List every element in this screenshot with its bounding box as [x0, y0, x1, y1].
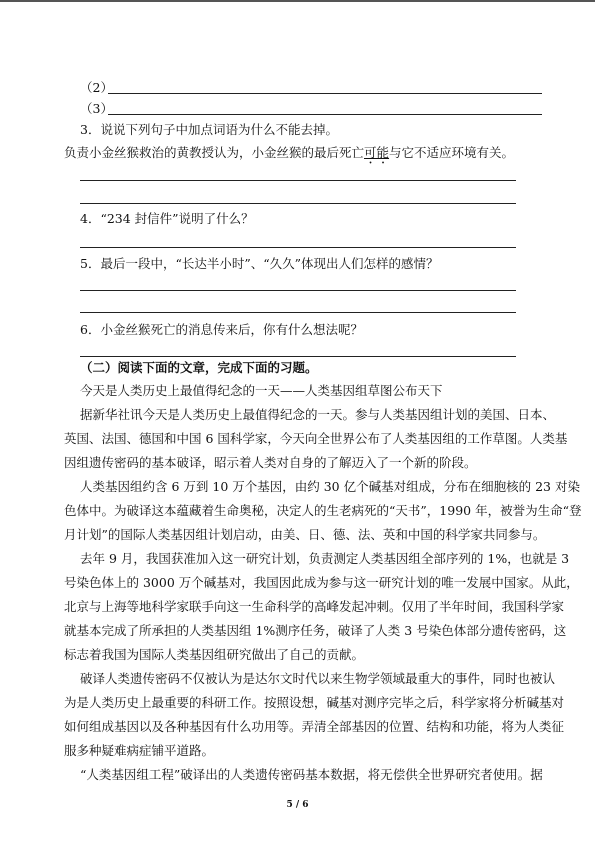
paragraph-line: 月计划”的国际人类基因组计划启动，由美、日、德、法、英和中国的科学家共同参与。 [64, 527, 546, 542]
paragraph-line: 北京与上海等地科学家联手向这一生命科学的高峰发起冲刺。仅用了半年时间，我国科学家 [64, 599, 565, 614]
paragraph-line: 英国、法国、德国和中国 6 国科学家，今天向全世界公布了人类基因组的工作草图。人类基 [64, 431, 568, 446]
answer-line-q4 [80, 247, 516, 248]
q3-dotted-word: 可能 [364, 145, 390, 160]
question-5: 5．最后一段中，“长达半小时”、“久久”体现出人们怎样的感情？ [80, 256, 439, 271]
q3-sentence-after: 与它不适应环境有关。 [389, 145, 515, 160]
answer-line-3 [108, 114, 542, 115]
q3-sentence-before: 负责小金丝猴救治的黄教授认为，小金丝猴的最后死亡 [64, 145, 365, 160]
answer-line-q6 [80, 356, 516, 357]
paragraph-line: 人类基因组约含 6 万到 10 万个基因，由约 30 亿个碱基对组成，分布在细胞核的 23 对染 [80, 479, 580, 494]
paragraph-line: 标志着我国为国际人类基因组研究做出了自己的贡献。 [64, 647, 365, 662]
question-3-sentence [64, 145, 514, 167]
paragraph-line: “人类基因组工程”破译出的人类遗传密码基本数据，将无偿供全世界研究者使用。据 [80, 767, 543, 782]
paragraph-line: 如何组成基因以及各种基因有什么功用等。弄清全部基因的位置、结构和功能，将为人类征 [64, 719, 565, 734]
paragraph-line: 就基本完成了所承担的人类基因组 1%测序任务，破译了人类 3 号染色体部分遗传密码，这 [64, 623, 567, 638]
question-6: 6．小金丝猴死亡的消息传来后，你有什么想法呢？ [80, 322, 363, 337]
paragraph-line: 据新华社讯今天是人类历史上最值得纪念的一天。参与人类基因组计划的美国、日本、 [80, 407, 556, 422]
answer-label-2: （2） [80, 80, 113, 95]
paragraph-line: 因组遗传密码的基本破译，昭示着人类对自身的了解迈入了一个新的阶段。 [64, 455, 477, 470]
section-heading: （二）阅读下面的文章，完成下面的习题。 [80, 360, 318, 375]
paragraph-line: 号染色体上的 3000 万个碱基对，我国因此成为参与这一研究计划的唯一发展中国家。从此， [64, 575, 579, 590]
answer-line-2 [108, 93, 542, 94]
question-4: 4．“234 封信件”说明了什么？ [80, 211, 254, 226]
answer-label-3: （3） [80, 101, 113, 116]
paragraph-line: 破译人类遗传密码不仅被认为是达尔文时代以来生物学领域最重大的事件，同时也被认 [80, 671, 556, 686]
answer-line-q3-1 [80, 180, 516, 181]
paragraph-line: 去年 9 月，我国获准加入这一研究计划，负责测定人类基因组全部序列的 1%，也就是 3 [80, 551, 570, 566]
paragraph-line: 服多种疑难病症铺平道路。 [64, 743, 215, 758]
article-title: 今天是人类历史上最值得纪念的一天——人类基因组草图公布天下 [80, 383, 443, 398]
paragraph-line: 色体中。为破译这本蕴藏着生命奥秘，决定人的生老病死的“天书”，1990 年，被誉为生命“登 [64, 503, 582, 518]
page-top-border [0, 0, 595, 2]
question-3: 3．说说下列句子中加点词语为什么不能去掉。 [80, 122, 338, 137]
answer-line-q3-2 [80, 203, 516, 204]
page-number: 5 / 6 [286, 800, 309, 810]
answer-line-q5-1 [80, 290, 516, 291]
answer-line-q5-2 [80, 312, 516, 313]
paragraph-line: 为是人类历史上最重要的科研工作。按照设想，碱基对测序完毕之后，科学家将分析碱基对 [64, 695, 565, 710]
